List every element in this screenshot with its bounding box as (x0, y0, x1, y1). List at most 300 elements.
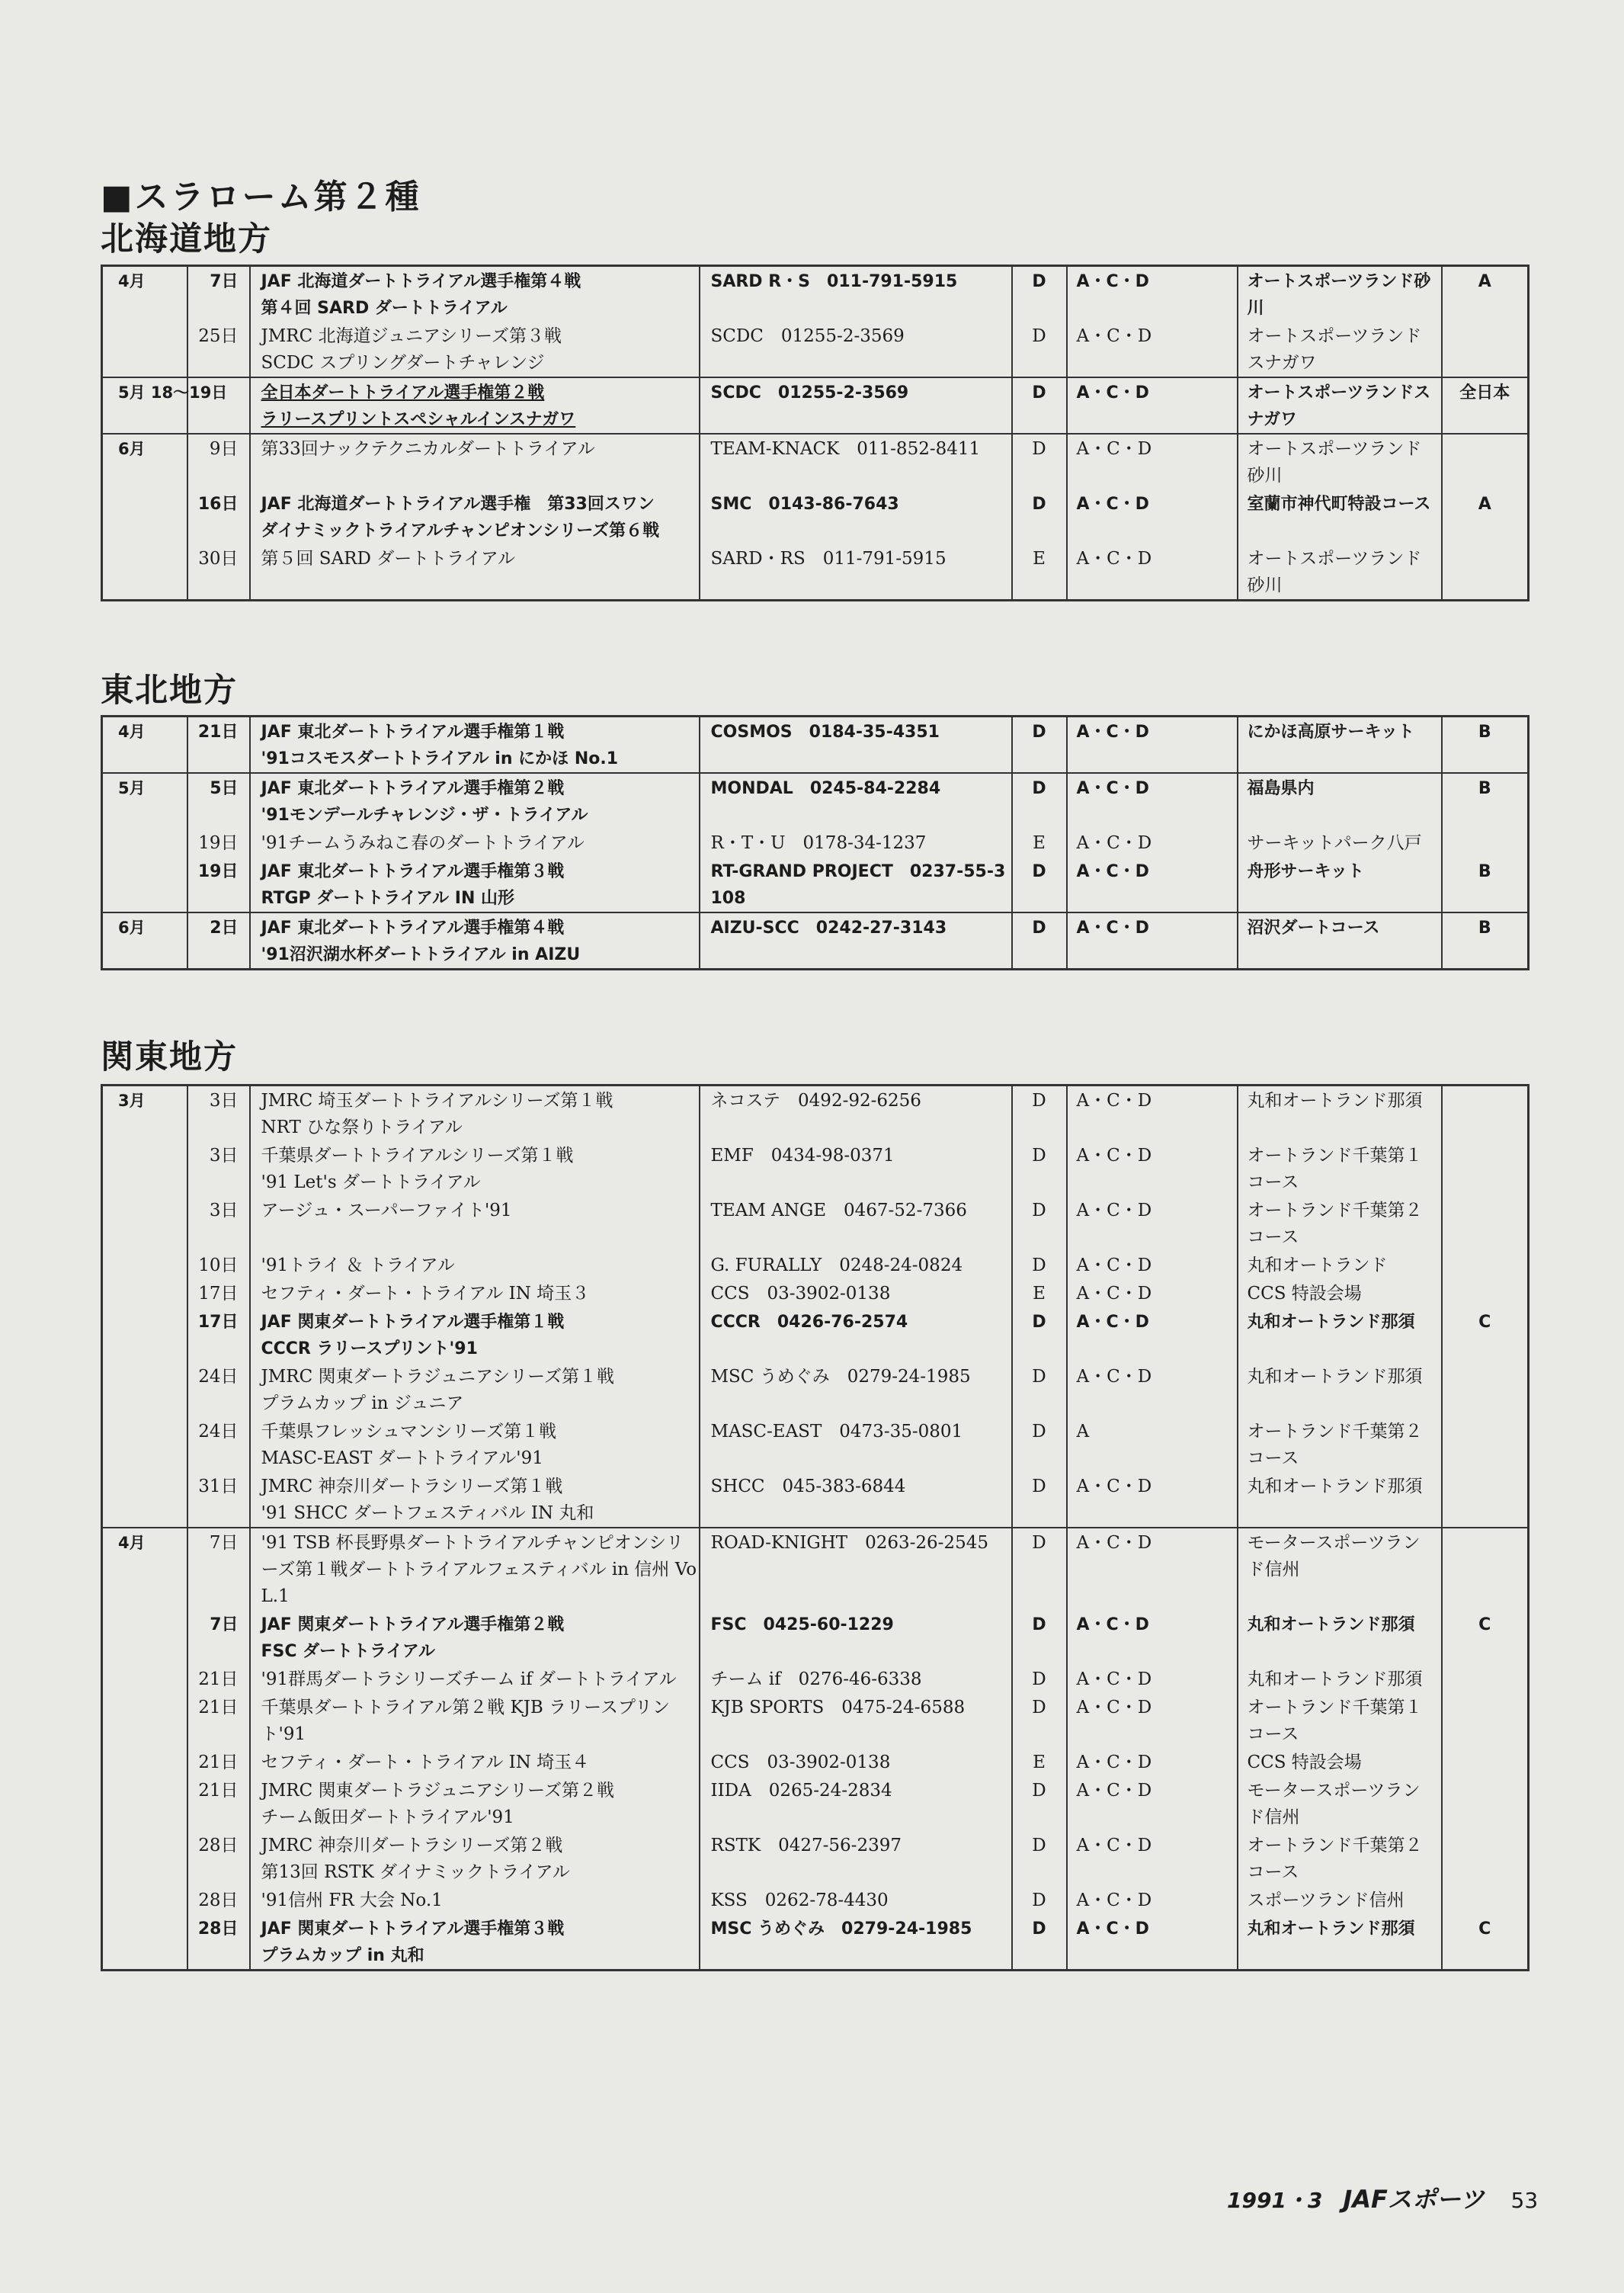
class-cell (1067, 773, 1238, 829)
grade-label: D (1032, 1091, 1046, 1111)
grade-cell (1012, 1528, 1067, 1610)
venue-cell (1238, 912, 1442, 970)
grade-cell (1012, 1776, 1067, 1831)
series-mark: 全日本 (1459, 383, 1510, 402)
event-cell (250, 1748, 700, 1776)
organizer-contact: FSC 0425-60-1229 (710, 1615, 894, 1634)
event-cell (250, 1914, 700, 1971)
class-label: A・C・D (1076, 1615, 1149, 1634)
series-mark: C (1478, 1313, 1491, 1332)
event-row (102, 717, 1529, 774)
series-cell (1442, 857, 1529, 912)
month-label: 4月 (118, 272, 146, 290)
event-cell (250, 1776, 700, 1831)
month-cell (102, 434, 187, 489)
day-cell (187, 773, 250, 829)
day-label: 31日 (198, 1477, 239, 1496)
event-cell (250, 266, 700, 322)
event-row (102, 1472, 1529, 1528)
class-cell (1067, 717, 1238, 774)
event-row (102, 1251, 1529, 1279)
grade-cell (1012, 912, 1067, 970)
grade-cell (1012, 1196, 1067, 1251)
class-label: A・C・D (1076, 1256, 1152, 1275)
event-name-line: JMRC 関東ダートラジュニアシリーズ第２戦 (261, 1781, 614, 1801)
month-cell (102, 1693, 187, 1748)
event-name-line: 第13回 RSTK ダイナミックトライアル (261, 1862, 570, 1882)
event-cell (250, 544, 700, 601)
grade-cell (1012, 1665, 1067, 1693)
grade-label: D (1032, 723, 1046, 742)
series-cell (1442, 489, 1529, 544)
event-cell (250, 1528, 700, 1610)
grade-label: D (1032, 1367, 1046, 1387)
day-label: 5日 (210, 779, 239, 798)
venue-name: 丸和オートランド那須 (1247, 1313, 1415, 1332)
event-row (102, 377, 1529, 434)
venue-cell (1238, 1472, 1442, 1528)
venue-name: オートランド千葉第２コース (1247, 1836, 1423, 1882)
class-label: A・C・D (1076, 326, 1152, 346)
class-label: A・C・D (1076, 1146, 1152, 1166)
organizer-cell (700, 717, 1012, 774)
event-name-line: セフティ・ダート・トライアル IN 埼玉３ (261, 1284, 590, 1304)
day-label: 3日 (209, 1091, 239, 1111)
class-cell (1067, 1693, 1238, 1748)
class-cell (1067, 1665, 1238, 1693)
series-mark: A (1478, 495, 1491, 514)
event-name-line: ダイナミックトライアルチャンピオンシリーズ第６戦 (261, 521, 660, 540)
day-label: 21日 (198, 1753, 239, 1772)
event-name-line: '91トライ ＆ トライアル (261, 1256, 455, 1275)
organizer-cell (700, 1417, 1012, 1472)
grade-label: D (1032, 1669, 1046, 1689)
class-label: A・C・D (1076, 1919, 1149, 1939)
organizer-cell (700, 322, 1012, 377)
organizer-contact: SCDC 01255-2-3569 (710, 383, 909, 402)
venue-name: CCS 特設会場 (1247, 1284, 1362, 1304)
event-cell (250, 829, 700, 857)
day-label: 28日 (198, 1891, 239, 1910)
class-cell (1067, 1886, 1238, 1914)
venue-cell (1238, 1251, 1442, 1279)
event-row (102, 773, 1529, 829)
class-label: A・C・D (1076, 1669, 1152, 1689)
venue-name: 舟形サーキット (1247, 862, 1365, 881)
grade-cell (1012, 717, 1067, 774)
venue-cell (1238, 1086, 1442, 1142)
class-cell (1067, 1831, 1238, 1886)
event-cell (250, 1086, 700, 1142)
series-cell (1442, 1693, 1529, 1748)
venue-name: 丸和オートランド那須 (1247, 1477, 1423, 1496)
event-name-line: JAF 関東ダートトライアル選手権第１戦 (261, 1313, 565, 1332)
venue-name: 丸和オートランド那須 (1247, 1091, 1423, 1111)
venue-cell (1238, 434, 1442, 489)
class-cell (1067, 266, 1238, 322)
event-row (102, 1307, 1529, 1362)
event-name-line: セフティ・ダート・トライアル IN 埼玉４ (261, 1753, 590, 1772)
day-cell (187, 1251, 250, 1279)
day-label: 17日 (198, 1284, 239, 1304)
event-cell (250, 1417, 700, 1472)
event-cell (250, 434, 700, 489)
month-cell (102, 489, 187, 544)
month-cell (102, 1251, 187, 1279)
month-cell (102, 717, 187, 774)
grade-cell (1012, 1086, 1067, 1142)
month-cell (102, 1776, 187, 1831)
venue-name: モータースポーツランド信州 (1247, 1533, 1421, 1579)
event-name-line: プラムカップ in ジュニア (261, 1393, 464, 1413)
event-name-line: JAF 北海道ダートトライアル選手権 第33回スワン (261, 495, 655, 514)
grade-cell (1012, 322, 1067, 377)
event-name-line: JAF 東北ダートトライアル選手権第３戦 (261, 862, 565, 881)
event-row (102, 857, 1529, 912)
organizer-cell (700, 1693, 1012, 1748)
month-cell (102, 1141, 187, 1196)
event-row (102, 1748, 1529, 1776)
grade-cell (1012, 1251, 1067, 1279)
grade-cell (1012, 829, 1067, 857)
grade-label: D (1032, 383, 1046, 402)
day-label: 2日 (210, 919, 239, 938)
day-label: 16日 (197, 495, 239, 514)
day-label: 24日 (198, 1367, 239, 1387)
class-cell (1067, 1472, 1238, 1528)
class-cell (1067, 1528, 1238, 1610)
grade-label: D (1032, 1256, 1046, 1275)
month-cell (102, 1196, 187, 1251)
organizer-contact: SCDC 01255-2-3569 (710, 326, 905, 346)
event-name-line: 千葉県ダートトライアル第２戦 KJB ラリースプリント'91 (261, 1698, 671, 1744)
event-cell (250, 912, 700, 970)
page-footer (1227, 2180, 1538, 2215)
month-cell (102, 1528, 187, 1610)
organizer-cell (700, 912, 1012, 970)
event-name-line: JAF 関東ダートトライアル選手権第３戦 (261, 1919, 565, 1939)
day-cell (187, 1141, 250, 1196)
day-cell (187, 1362, 250, 1417)
day-label: 28日 (198, 1836, 239, 1855)
series-cell (1442, 1665, 1529, 1693)
class-cell (1067, 1251, 1238, 1279)
organizer-cell (700, 1748, 1012, 1776)
event-cell (250, 1665, 700, 1693)
class-label: A・C・D (1076, 495, 1149, 514)
class-cell (1067, 1748, 1238, 1776)
organizer-contact: CCS 03-3902-0138 (710, 1753, 891, 1772)
month-cell (102, 857, 187, 912)
day-cell (187, 1776, 250, 1831)
event-cell (250, 1279, 700, 1307)
grade-label: D (1032, 1201, 1046, 1220)
day-cell (187, 266, 250, 322)
grade-label: D (1032, 272, 1046, 291)
organizer-contact: MSC うめぐみ 0279-24-1985 (710, 1919, 972, 1939)
month-cell (102, 1086, 187, 1142)
event-name-line: '91コスモスダートトライアル in にかほ No.1 (261, 749, 619, 768)
month-label: 4月 (118, 1534, 146, 1552)
event-cell (250, 1886, 700, 1914)
class-cell (1067, 544, 1238, 601)
class-cell (1067, 1279, 1238, 1307)
grade-cell (1012, 1748, 1067, 1776)
day-cell (187, 717, 250, 774)
venue-name: モータースポーツランド信州 (1247, 1781, 1421, 1827)
day-label: 25日 (198, 326, 239, 346)
event-row (102, 1141, 1529, 1196)
event-name-line: '91群馬ダートラシリーズチーム if ダートトライアル (261, 1669, 677, 1689)
day-label: 19日 (197, 862, 239, 881)
grade-label: D (1032, 495, 1046, 514)
class-cell (1067, 434, 1238, 489)
class-label: A・C・D (1076, 779, 1149, 798)
series-cell (1442, 1279, 1529, 1307)
series-cell (1442, 1914, 1529, 1971)
day-cell (187, 829, 250, 857)
event-name-line: JAF 東北ダートトライアル選手権第１戦 (261, 723, 565, 742)
series-cell (1442, 1472, 1529, 1528)
series-mark: B (1478, 723, 1491, 742)
organizer-cell (700, 857, 1012, 912)
month-cell (102, 377, 228, 434)
class-cell (1067, 1362, 1238, 1417)
event-row (102, 266, 1529, 322)
organizer-contact: チーム if 0276-46-6338 (710, 1669, 922, 1689)
region-title: 北海道地方 (101, 220, 272, 258)
region-title: 東北地方 (101, 672, 238, 710)
venue-name: オートスポーツランド砂川 (1247, 272, 1431, 318)
event-cell (250, 489, 700, 544)
event-row (102, 1886, 1529, 1914)
venue-cell (1238, 489, 1442, 544)
day-label: 21日 (198, 1781, 239, 1801)
venue-name: オートスポーツランド砂川 (1247, 549, 1422, 595)
grade-cell (1012, 489, 1067, 544)
class-cell (1067, 489, 1238, 544)
organizer-contact: MSC うめぐみ 0279-24-1985 (710, 1367, 971, 1387)
organizer-cell (700, 1831, 1012, 1886)
grade-label: D (1032, 919, 1046, 938)
class-label: A・C・D (1076, 1477, 1152, 1496)
day-label: 24日 (198, 1422, 239, 1442)
day-cell (187, 1417, 250, 1472)
venue-cell (1238, 1693, 1442, 1748)
venue-cell (1238, 717, 1442, 774)
organizer-cell (700, 1665, 1012, 1693)
series-cell (1442, 1528, 1529, 1610)
organizer-cell (700, 1610, 1012, 1665)
venue-cell (1238, 773, 1442, 829)
grade-label: D (1032, 862, 1046, 881)
month-cell (102, 1665, 187, 1693)
event-row (102, 1417, 1529, 1472)
organizer-contact: MASC-EAST 0473-35-0801 (710, 1422, 963, 1442)
month-label: 3月 (118, 1092, 146, 1110)
month-cell (102, 1279, 187, 1307)
event-row (102, 1776, 1529, 1831)
venue-cell (1238, 1776, 1442, 1831)
venue-cell (1238, 1417, 1442, 1472)
event-name-line: JAF 北海道ダートトライアル選手権第４戦 (261, 272, 581, 291)
series-mark: B (1478, 919, 1491, 938)
event-name-line: '91 Let's ダートトライアル (261, 1172, 481, 1192)
organizer-cell (700, 1251, 1012, 1279)
organizer-cell (700, 1914, 1012, 1971)
day-cell (187, 1748, 250, 1776)
event-cell (250, 773, 700, 829)
event-cell (250, 1362, 700, 1417)
grade-cell (1012, 1417, 1067, 1472)
month-label: 4月 (118, 723, 146, 741)
organizer-cell (700, 773, 1012, 829)
venue-name: 室蘭市神代町特設コース (1247, 495, 1431, 514)
event-row (102, 1914, 1529, 1971)
series-mark: A (1478, 272, 1491, 291)
class-label: A (1076, 1422, 1090, 1442)
event-name-line: JMRC 神奈川ダートラシリーズ第１戦 (261, 1477, 563, 1496)
event-name-line: ラリースプリントスペシャルインスナガワ (261, 410, 576, 429)
class-cell (1067, 1141, 1238, 1196)
event-row (102, 829, 1529, 857)
event-cell (250, 1196, 700, 1251)
series-cell (1442, 1251, 1529, 1279)
series-cell (1442, 912, 1529, 970)
day-cell (187, 1914, 250, 1971)
venue-name: オートランド千葉第２コース (1247, 1201, 1423, 1247)
class-cell (1067, 322, 1238, 377)
event-cell (250, 1831, 700, 1886)
organizer-contact: KJB SPORTS 0475-24-6588 (710, 1698, 966, 1717)
venue-name: 丸和オートランド (1247, 1256, 1388, 1275)
grade-cell (1012, 1831, 1067, 1886)
event-row (102, 489, 1529, 544)
organizer-cell (700, 1279, 1012, 1307)
organizer-contact: CCCR 0426-76-2574 (710, 1313, 908, 1332)
event-name-line: RTGP ダートトライアル IN 山形 (261, 889, 515, 908)
event-name-line: '91モンデールチャレンジ・ザ・トライアル (261, 806, 588, 825)
venue-cell (1238, 1141, 1442, 1196)
venue-cell (1238, 322, 1442, 377)
class-label: A・C・D (1076, 833, 1152, 853)
event-name-line: JAF 関東ダートトライアル選手権第２戦 (261, 1615, 565, 1634)
event-row (102, 434, 1529, 489)
event-name-line: JMRC 関東ダートラジュニアシリーズ第１戦 (261, 1367, 614, 1387)
day-cell (187, 1279, 250, 1307)
event-cell (250, 717, 700, 774)
month-cell (102, 773, 187, 829)
event-name-line: '91沼沢湖水杯ダートトライアル in AIZU (261, 945, 581, 964)
event-row (102, 544, 1529, 601)
series-cell (1442, 829, 1529, 857)
event-cell (250, 857, 700, 912)
grade-label: D (1032, 1836, 1046, 1855)
day-label: 21日 (197, 723, 239, 742)
day-cell (187, 1196, 250, 1251)
series-mark: C (1478, 1615, 1491, 1634)
class-label: A・C・D (1076, 1533, 1152, 1553)
event-row (102, 1610, 1529, 1665)
venue-cell (1238, 1307, 1442, 1362)
class-cell (1067, 1417, 1238, 1472)
day-label: 9日 (209, 439, 239, 459)
event-name-line: 全日本ダートトライアル選手権第２戦 (261, 383, 545, 402)
day-cell (187, 912, 250, 970)
event-name-line: JMRC 埼玉ダートトライアルシリーズ第１戦 (261, 1091, 613, 1111)
venue-name: オートスポーツランド砂川 (1247, 439, 1422, 486)
grade-label: E (1033, 1753, 1046, 1772)
organizer-cell (700, 434, 1012, 489)
grade-label: E (1033, 833, 1046, 853)
month-label: 5月 18〜19日 (118, 383, 228, 402)
series-cell (1442, 1362, 1529, 1417)
schedule-table (101, 715, 1530, 970)
event-name-line: SCDC スプリングダートチャレンジ (261, 353, 545, 373)
organizer-contact: SARD R・S 011-791-5915 (710, 272, 958, 291)
event-name-line: チーム飯田ダートトライアル'91 (261, 1807, 514, 1827)
class-label: A・C・D (1076, 1367, 1152, 1387)
grade-cell (1012, 1886, 1067, 1914)
class-label: A・C・D (1076, 383, 1149, 402)
organizer-contact: RSTK 0427-56-2397 (710, 1836, 902, 1855)
series-cell (1442, 544, 1529, 601)
venue-cell (1238, 377, 1442, 434)
page-number: 53 (1510, 2188, 1539, 2213)
event-row (102, 1693, 1529, 1748)
class-cell (1067, 829, 1238, 857)
event-row (102, 1279, 1529, 1307)
month-cell (102, 1472, 187, 1528)
event-row (102, 1831, 1529, 1886)
organizer-cell (700, 1362, 1012, 1417)
venue-name: CCS 特設会場 (1247, 1753, 1362, 1772)
class-label: A・C・D (1076, 1781, 1152, 1801)
series-cell (1442, 434, 1529, 489)
class-cell (1067, 1610, 1238, 1665)
series-mark: B (1478, 862, 1491, 881)
day-label: 7日 (210, 272, 239, 291)
class-label: A・C・D (1076, 723, 1149, 742)
class-cell (1067, 857, 1238, 912)
venue-cell (1238, 1610, 1442, 1665)
venue-name: オートスポーツランドスナガワ (1247, 326, 1422, 373)
month-cell (102, 1417, 187, 1472)
class-cell (1067, 1086, 1238, 1142)
month-cell (102, 1610, 187, 1665)
class-label: A・C・D (1076, 1753, 1152, 1772)
grade-label: D (1032, 1698, 1046, 1717)
event-name-line: プラムカップ in 丸和 (261, 1946, 424, 1965)
organizer-cell (700, 829, 1012, 857)
month-cell (102, 1362, 187, 1417)
day-cell (187, 1610, 250, 1665)
day-label: 19日 (198, 833, 239, 853)
venue-cell (1238, 1665, 1442, 1693)
month-cell (102, 266, 187, 322)
grade-cell (1012, 1610, 1067, 1665)
organizer-cell (700, 1141, 1012, 1196)
event-name-line: アージュ・スーパーファイト'91 (261, 1201, 512, 1220)
grade-label: D (1032, 1422, 1046, 1442)
grade-label: D (1032, 1919, 1046, 1939)
organizer-contact: AIZU-SCC 0242-27-3143 (710, 919, 947, 938)
event-cell (250, 1251, 700, 1279)
venue-cell (1238, 857, 1442, 912)
month-label: 6月 (118, 440, 146, 458)
organizer-cell (700, 1528, 1012, 1610)
grade-cell (1012, 1141, 1067, 1196)
